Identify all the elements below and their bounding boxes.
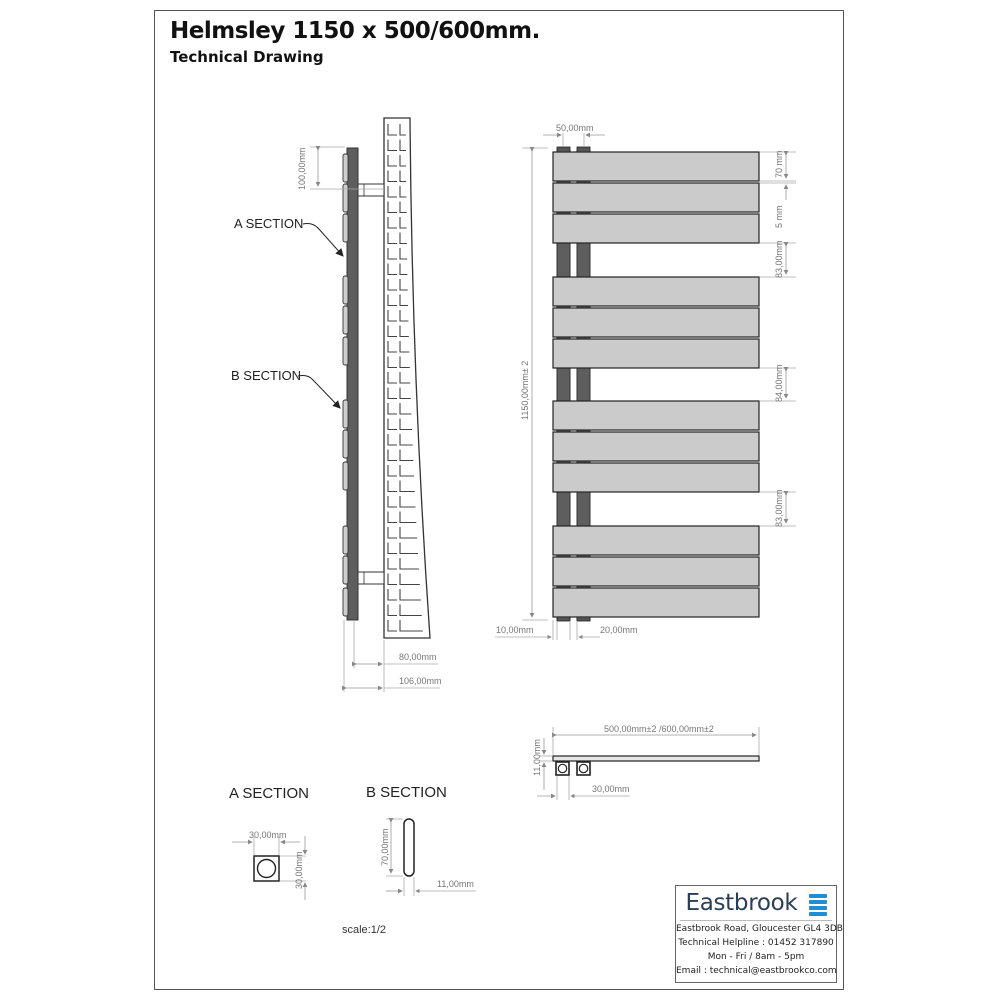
dim-overall-depth: 106,00mm — [399, 676, 442, 686]
section-b-width: 11,00mm — [437, 879, 474, 889]
top-view — [532, 724, 759, 800]
drawing-subtitle: Technical Drawing — [170, 48, 324, 66]
scale-label: scale:1/2 — [342, 924, 387, 936]
top-panel — [553, 756, 759, 761]
drawing-title: Helmsley 1150 x 500/600mm. — [170, 18, 540, 44]
dim-bottom-left: 10,00mm — [496, 625, 534, 635]
section-b — [366, 784, 476, 896]
dim-gap-1: 83,00mm — [774, 240, 784, 278]
dim-panel-gap: 5 mm — [774, 205, 784, 228]
side-bar — [347, 148, 358, 620]
brand-box — [675, 885, 843, 983]
side-view — [231, 118, 442, 692]
wall-hatch — [384, 118, 430, 638]
section-a-heading: A SECTION — [229, 785, 310, 802]
brand-email[interactable]: Email : technical@eastbrookco.com — [676, 966, 837, 976]
brand-divider — [680, 920, 832, 921]
section-b-heading: B SECTION — [366, 784, 447, 801]
front-view — [495, 123, 796, 640]
dim-top-offset: 100,00mm — [297, 147, 307, 190]
section-b-height: 70,00mm — [380, 828, 390, 866]
brand-logo-icon — [809, 894, 827, 918]
callout-a-section: A SECTION — [234, 216, 304, 231]
section-a-width: 30,00mm — [249, 830, 287, 840]
dim-pipe-spacing: 30,00mm — [592, 784, 630, 794]
dim-wall-gap: 80,00mm — [399, 652, 437, 662]
dim-bottom-right: 20,00mm — [600, 625, 638, 635]
dim-bar-spacing: 50,00mm — [556, 123, 594, 133]
dim-gap-3: 83,00mm — [774, 489, 784, 527]
brand-name: Eastbrook — [685, 890, 798, 916]
brand-address: Eastbrook Road, Gloucester GL4 3DB — [676, 924, 843, 934]
wall-bracket-top — [358, 184, 384, 196]
dim-panel-height: 70 mm — [774, 150, 784, 178]
section-a — [229, 785, 309, 900]
dim-top-thickness: 11,00mm — [532, 739, 542, 776]
wall-bracket-bottom — [358, 572, 384, 584]
section-a-height: 30,00mm — [294, 851, 304, 889]
dim-overall-height: 1150,00mm± 2 — [520, 360, 530, 420]
callout-b-section: B SECTION — [231, 368, 302, 383]
dim-gap-2: 84,00mm — [774, 364, 784, 402]
brand-hours: Mon - Fri / 8am - 5pm — [707, 952, 805, 962]
brand-helpline: Technical Helpline : 01452 317890 — [678, 938, 834, 948]
dim-top-width: 500,00mm±2 /600,00mm±2 — [604, 724, 714, 734]
